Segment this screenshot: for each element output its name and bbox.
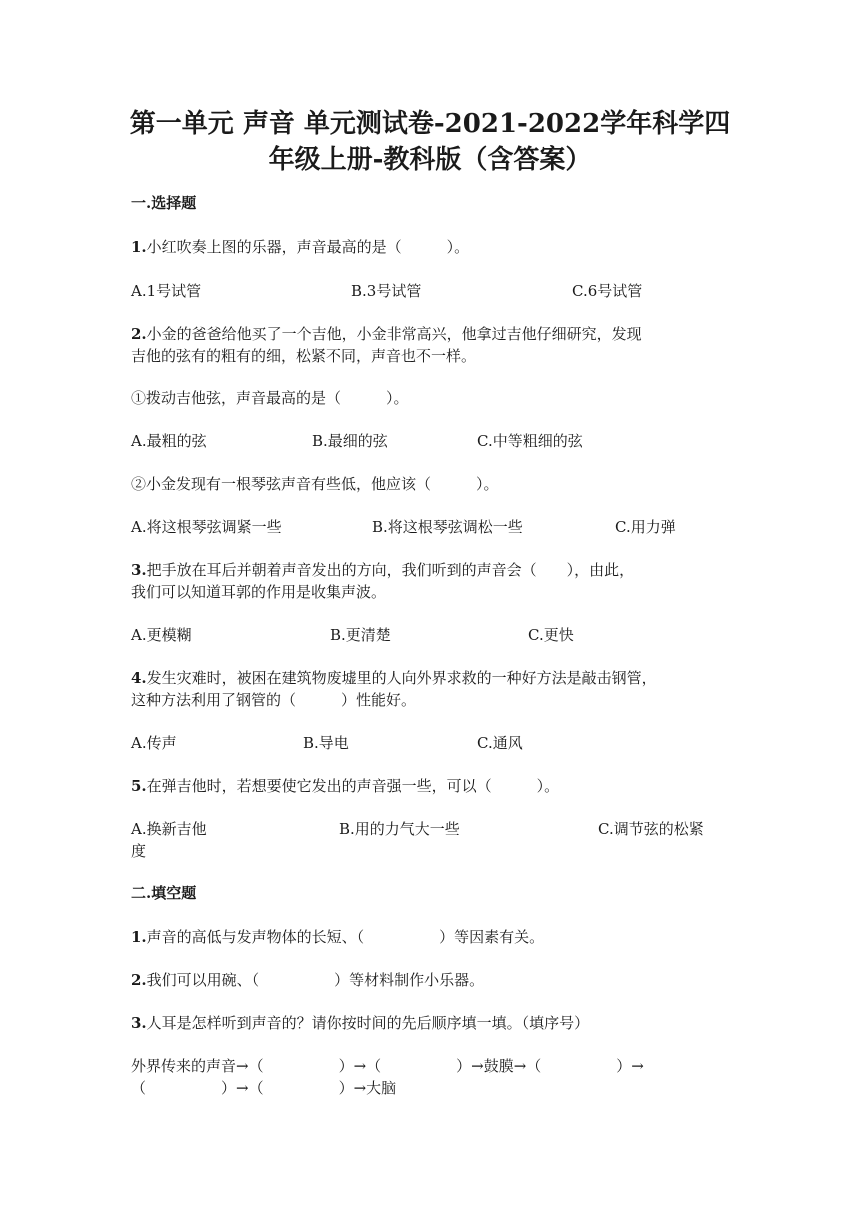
- question-text: 小金的爸爸给他买了一个吉他，小金非常高兴，他拿过吉他仔细研究，发现: [146, 325, 642, 343]
- question-number: 3.: [131, 561, 147, 579]
- hearing-sequence-line1: 外界传来的声音→（ ）→（ ）→鼓膜→（ ）→: [131, 1057, 644, 1075]
- option-c-wrap: 度: [131, 842, 147, 860]
- option-c: C.更快: [528, 626, 574, 644]
- sub-question-1: ①拨动吉他弦，声音最高的是（ ）。: [131, 389, 409, 407]
- question-number: 2.: [131, 971, 147, 989]
- fill-question-1: [131, 926, 544, 947]
- option-a: A.传声: [131, 734, 177, 752]
- option-c: C.用力弹: [615, 518, 676, 536]
- question-number: 1.: [131, 238, 147, 256]
- question-text: 在弹吉他时，若想要使它发出的声音强一些，可以（ ）。: [146, 777, 560, 795]
- question-number: 1.: [131, 928, 147, 946]
- section-heading-fill-blank: 二.填空题: [131, 884, 197, 902]
- question-3: [131, 559, 634, 580]
- option-c: C.调节弦的松紧: [598, 820, 704, 838]
- question-4: [131, 667, 657, 688]
- question-4-continued: 这种方法利用了钢管的（ ）性能好。: [131, 691, 417, 709]
- question-2: [131, 323, 642, 344]
- sub-question-2: ②小金发现有一根琴弦声音有些低，他应该（ ）。: [131, 475, 499, 493]
- question-number: 4.: [131, 669, 147, 687]
- option-b: B.最细的弦: [312, 432, 388, 450]
- question-number: 3.: [131, 1014, 147, 1032]
- question-5: [131, 775, 559, 796]
- option-a: A.1号试管: [131, 282, 202, 300]
- question-number: 2.: [131, 325, 147, 343]
- question-2-continued: 吉他的弦有的粗有的细，松紧不同，声音也不一样。: [131, 347, 477, 365]
- option-a: A.更模糊: [131, 626, 192, 644]
- option-a: A.最粗的弦: [131, 432, 207, 450]
- fill-question-2: [131, 969, 484, 990]
- option-b: B.用的力气大一些: [339, 820, 460, 838]
- option-a: A.将这根琴弦调紧一些: [131, 518, 282, 536]
- document-title-line1: 第一单元 声音 单元测试卷-2021-2022学年科学四: [129, 109, 731, 139]
- question-text: 我们可以用碗、（ ）等材料制作小乐器。: [146, 971, 485, 989]
- question-text: 把手放在耳后并朝着声音发出的方向，我们听到的声音会（ ），由此，: [146, 561, 635, 579]
- question-3-continued: 我们可以知道耳郭的作用是收集声波。: [131, 583, 387, 601]
- option-b: B.将这根琴弦调松一些: [372, 518, 523, 536]
- question-text: 发生灾难时，被困在建筑物废墟里的人向外界求救的一种好方法是敲击钢管，: [146, 669, 657, 687]
- question-text: 小红吹奏上图的乐器，声音最高的是（ ）。: [146, 238, 470, 256]
- option-b: B.导电: [303, 734, 349, 752]
- question-text: 声音的高低与发声物体的长短、（ ）等因素有关。: [146, 928, 545, 946]
- option-a: A.换新吉他: [131, 820, 207, 838]
- fill-question-3: [131, 1012, 589, 1033]
- question-text: 人耳是怎样听到声音的？请你按时间的先后顺序填一填。（填序号）: [146, 1014, 590, 1032]
- option-b: B.更清楚: [330, 626, 391, 644]
- document-title-line2: 年级上册-教科版（含答案）: [268, 145, 592, 175]
- option-c: C.中等粗细的弦: [477, 432, 583, 450]
- section-heading-choice: 一.选择题: [131, 194, 197, 212]
- option-c: C.6号试管: [572, 282, 643, 300]
- hearing-sequence-line2: （ ）→（ ）→大脑: [131, 1079, 397, 1097]
- question-1: [131, 236, 469, 257]
- question-number: 5.: [131, 777, 147, 795]
- option-c: C.通风: [477, 734, 523, 752]
- option-b: B.3号试管: [351, 282, 422, 300]
